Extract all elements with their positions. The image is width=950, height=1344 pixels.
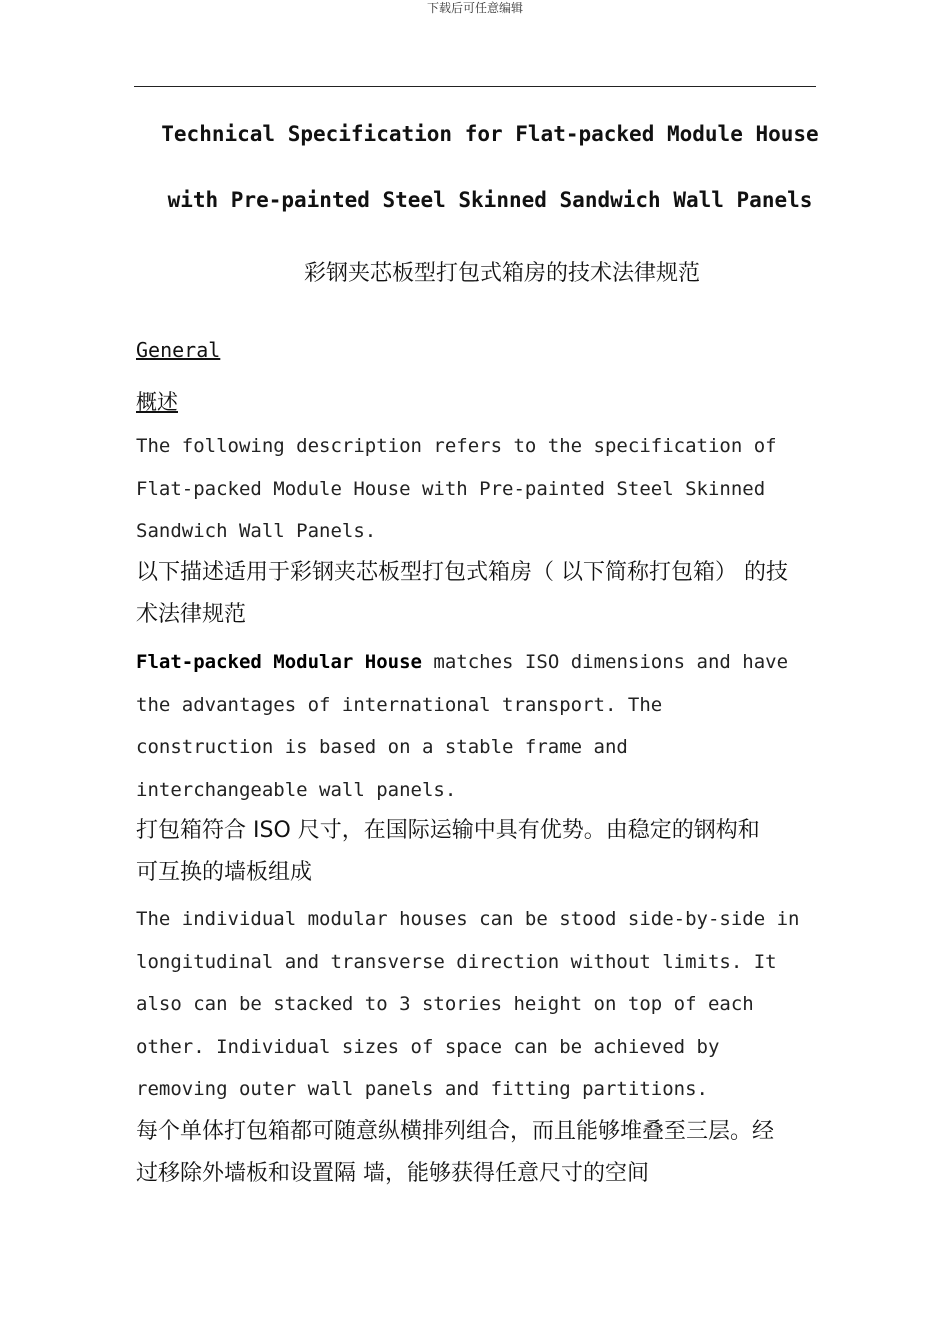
paragraph-modular-house-cn: 打包箱符合 ISO 尺寸，在国际运输中具有优势。由稳定的钢构和 可互换的墙板组成 xyxy=(136,818,760,885)
section-heading-general-cn: 概述 xyxy=(136,390,178,414)
header-note: 下载后可任意编辑 xyxy=(426,1,523,15)
document-title-line-2: with Pre-painted Steel Skinned Sandwich Wall Panels xyxy=(167,188,813,212)
paragraph-modular-house-en xyxy=(136,641,826,811)
document-title-line-1: Technical Specification for Flat-packed Module House xyxy=(161,122,819,146)
paragraph-modular-house-body: matches ISO dimensions and have the advantages of international transport. The construction is based on a stable frame and interchangeable wall panels. xyxy=(136,651,789,801)
paragraph-arrangement-en: The individual modular houses can be stood side-by-side in longitudinal and transverse direction without limits. It also can be stacked to 3 stories height on top of each other. Individual sizes of space can be achieved by removing outer wall panels and fitting partitions. xyxy=(136,908,800,1100)
document-title-chinese: 彩钢夹芯板型打包式箱房的技术法律规范 xyxy=(303,261,700,286)
paragraph-description-en: The following description refers to the specification of Flat-packed Module House with Pre-painted Steel Skinned Sandwich Wall Panels. xyxy=(136,435,777,542)
header-divider xyxy=(134,86,816,87)
paragraph-arrangement-cn: 每个单体打包箱都可随意纵横排列组合，而且能够堆叠至三层。经 过移除外墙板和设置隔 墙，能够获得任意尺寸的空间 xyxy=(136,1119,775,1186)
paragraph-lead-term: Flat-packed Modular House xyxy=(136,651,422,673)
paragraph-description-cn: 以下描述适用于彩钢夹芯板型打包式箱房（ 以下简称打包箱） 的技 术法律规范 xyxy=(136,560,788,627)
section-heading-general: General xyxy=(136,338,221,362)
